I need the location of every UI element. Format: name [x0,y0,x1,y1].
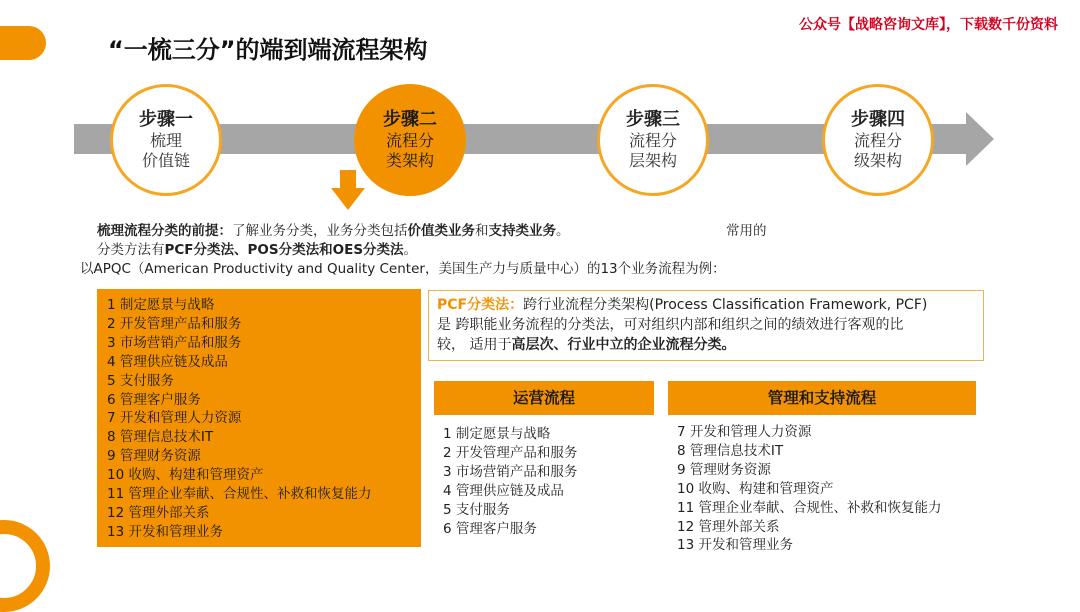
list-item: 7 开发和管理人力资源 [107,410,242,427]
all-processes-panel [97,289,421,547]
step-2-title: 步骤二 [383,109,437,130]
pcf-text-3: 较， 适用于 [437,337,512,353]
intro-value-business: 价值类业务 [407,223,475,239]
intro-line1-tail: 常用的 [726,223,767,239]
pcf-description-box [428,290,984,361]
pcf-line-1 [437,295,975,315]
list-item: 4 管理供应链及成品 [107,353,228,370]
list-item: 5 支付服务 [443,501,510,518]
list-item: 9 管理财务资源 [677,461,771,478]
step-3-line2: 层架构 [628,151,677,170]
pcf-text-3-bold: 高层次、行业中立的企业流程分类。 [511,337,736,353]
list-item: 6 管理客户服务 [443,520,537,537]
list-item: 13 开发和管理业务 [107,523,223,540]
process-arrow-head [966,112,994,166]
operations-list [443,425,577,538]
list-item: 11 管理企业奉献、合规性、补救和恢复能力 [107,486,372,503]
list-item: 13 开发和管理业务 [677,537,793,554]
intro-line-2 [97,241,417,259]
step-4-line1: 流程分 [853,131,902,150]
intro-line1-end: 。 [556,223,570,239]
list-item: 2 开发管理产品和服务 [107,315,242,332]
pcf-text-1: 跨行业流程分类架构(Process Classification Framework, PCF) [523,297,928,313]
management-list [677,423,941,555]
intro-and: 和 [475,223,489,239]
intro-line-3: 以APQC（American Productivity and Quality Center，美国生产力与质量中心）的13个业务流程为例： [80,261,726,277]
list-item: 7 开发和管理人力资源 [677,424,812,440]
list-item: 8 管理信息技术IT [107,429,214,446]
intro-line1-text: 了解业务分类，业务分类包括 [232,223,408,239]
list-item: 9 管理财务资源 [107,448,201,465]
step-1-circle [110,84,222,196]
list-item: 10 收购、构建和管理资产 [107,467,264,484]
intro-line-1 [97,222,570,240]
list-item: 1 制定愿景与战略 [443,426,551,442]
intro-premise-label: 梳理流程分类的前提： [97,223,232,239]
list-item: 5 支付服务 [107,372,174,389]
promo-text: 公众号【战略咨询文库】，下载数千份资料 [799,17,1058,33]
list-item: 6 管理客户服务 [107,391,201,408]
step-4-title: 步骤四 [851,109,905,130]
pcf-text-2: 是 跨职能业务流程的分类法，可对组织内部和组织之间的绩效进行客观的比 [437,317,904,333]
list-item: 12 管理外部关系 [677,518,780,535]
intro-line2-text: 分类方法有 [97,242,165,258]
down-arrow-icon [331,170,365,210]
list-item: 3 市场营销产品和服务 [443,463,578,480]
pcf-line-3 [437,335,975,355]
pcf-label: PCF分类法： [437,297,524,313]
management-header: 管理和支持流程 [668,381,976,415]
list-item: 10 收购、构建和管理资产 [677,480,834,497]
corner-tab-decoration [0,26,46,60]
intro-methods: PCF分类法、POS分类法和OES分类法 [164,242,404,258]
list-item: 8 管理信息技术IT [677,442,784,459]
step-2-line1: 流程分 [385,131,434,150]
list-item: 4 管理供应链及成品 [443,482,564,499]
step-2-circle [354,84,466,196]
step-4-line2: 级架构 [853,151,902,170]
page-title: “一梳三分”的端到端流程架构 [108,36,428,64]
step-1-line1: 梳理 [149,131,182,150]
corner-ring-decoration [0,520,50,612]
step-1-line2: 价值链 [141,151,190,170]
list-item: 11 管理企业奉献、合规性、补救和恢复能力 [677,499,942,516]
step-3-line1: 流程分 [628,131,677,150]
step-1-title: 步骤一 [139,109,193,130]
step-3-circle [597,84,709,196]
operations-header: 运营流程 [434,381,654,415]
step-4-circle [822,84,934,196]
list-item: 2 开发管理产品和服务 [443,444,578,461]
intro-line2-end: 。 [403,242,418,258]
list-item: 1 制定愿景与战略 [107,297,215,313]
step-3-title: 步骤三 [626,109,680,130]
step-2-line2: 类架构 [385,151,434,170]
list-item: 12 管理外部关系 [107,504,210,521]
list-item: 3 市场营销产品和服务 [107,334,242,351]
intro-support-business: 支持类业务 [488,223,556,239]
